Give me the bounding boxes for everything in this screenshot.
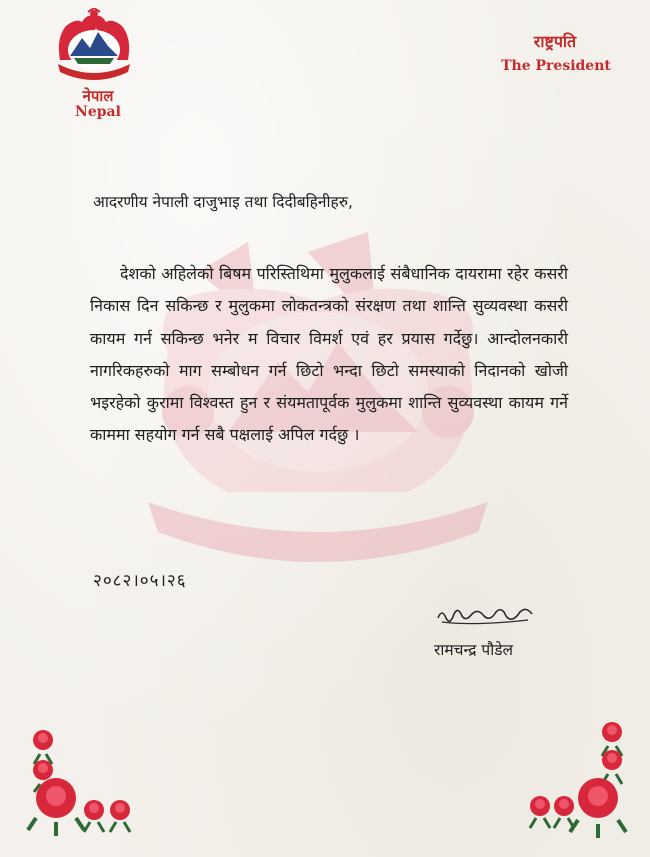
- office-title-english: The President: [501, 58, 611, 74]
- handwritten-signature: [436, 600, 536, 628]
- rhododendron-flower-icon: [520, 712, 630, 840]
- letter-body: देशको अहिलेको बिषम परिस्तिथिमा मुलुकलाई संबैधानिक दायरामा रहेर कसरी निकास दिन सकिन्छ र मुलुकमा लोकतन्त्रको संरक्षण तथा शान्ति सुव्यवस्था कसरी कायम गर्न सकिन्छ भनेर म विचार विमर्श एवं हर प्रयास गर्देछु। आन्दोलनकारी नागरिकहरुको माग सम्बोधन गर्न छिटो भन्दा छिटो समस्याको निदानको खोजी भइरहेको कुरामा विश्वस्त हुन र संयमतापूर्वक मुलुकमा शान्ति सुव्यवस्था कायम गर्ने काममा सहयोग गर्न सबै पक्षलाई अपिल गर्दछु ।: [90, 264, 568, 445]
- letter-salutation: आदरणीय नेपाली दाजुभाइ तथा दिदीबहिनीहरु,: [93, 193, 353, 211]
- letter-date: २०८२।०५।२६: [93, 571, 187, 591]
- signer-name: रामचन्द्र पौडेल: [434, 641, 514, 659]
- office-title-nepali: राष्ट्रपति: [533, 32, 577, 51]
- rhododendron-flower-icon: [26, 718, 136, 838]
- national-emblem-icon: [52, 8, 136, 84]
- country-name-nepali: नेपाल: [82, 87, 114, 105]
- country-name-english: Nepal: [75, 104, 121, 120]
